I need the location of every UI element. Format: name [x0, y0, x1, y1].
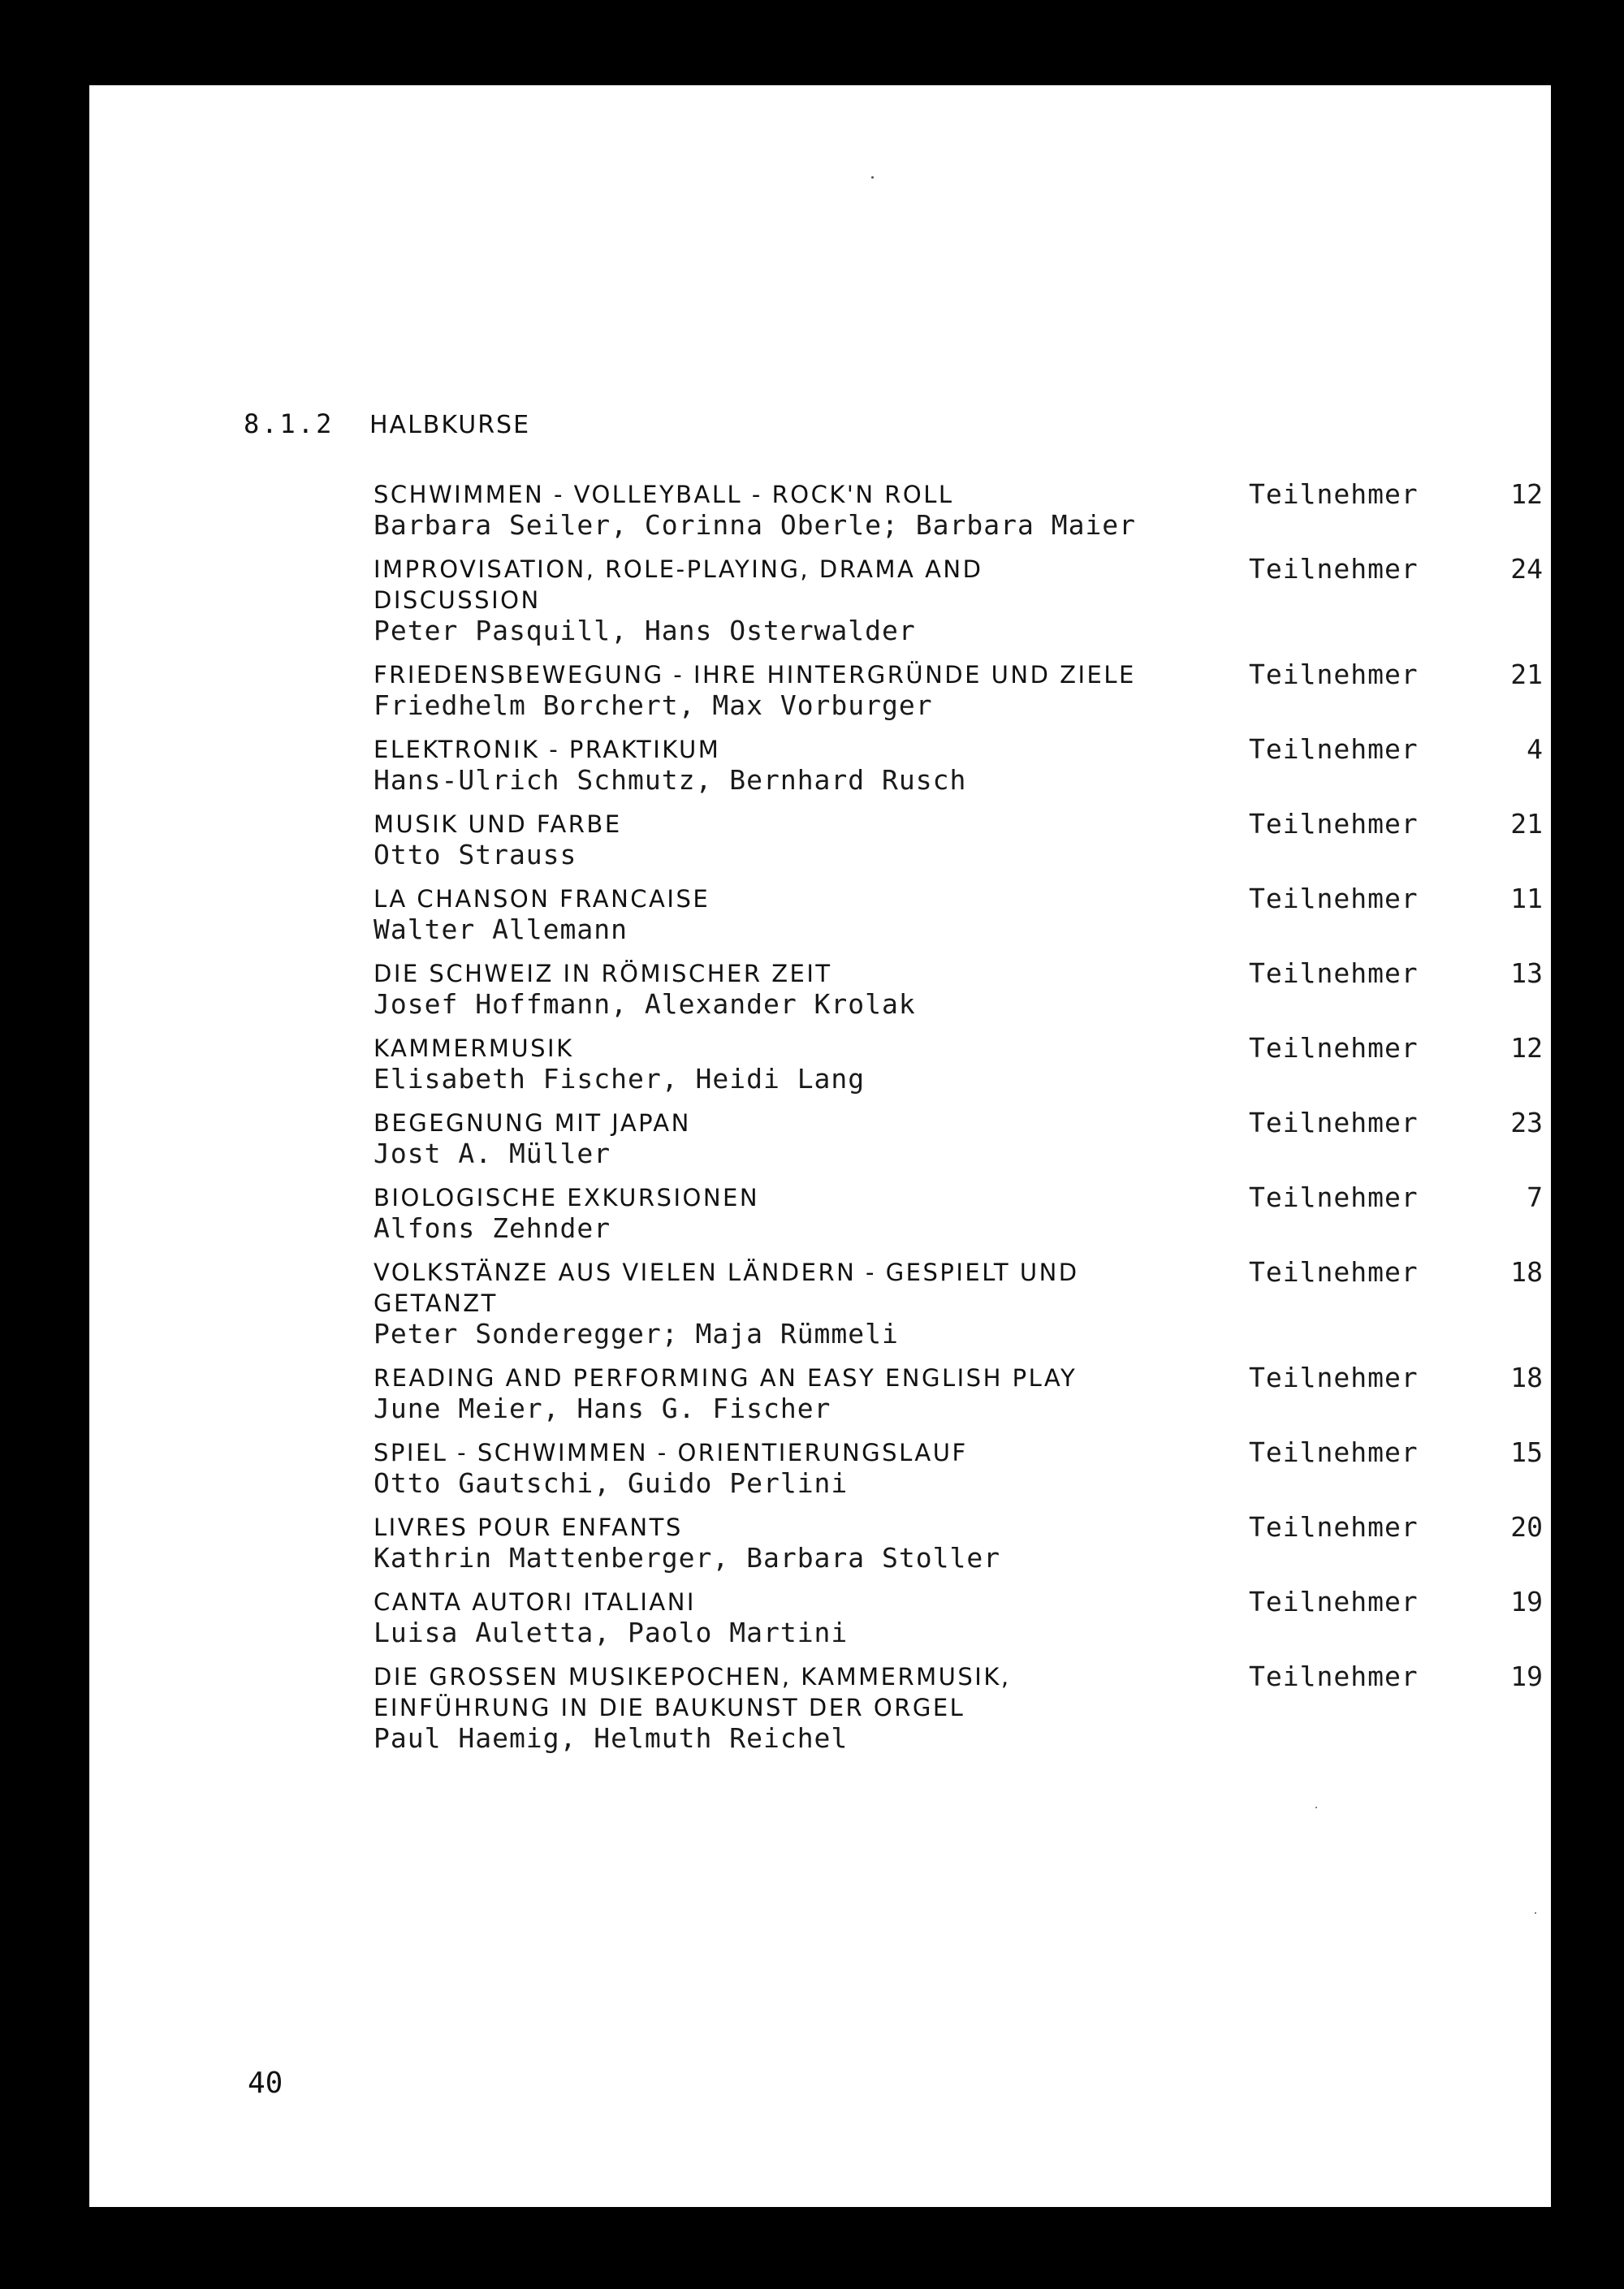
- course-title: SCHWIMMEN - VOLLEYBALL - ROCK'N ROLL: [374, 481, 954, 508]
- participant-label: Teilnehmer: [1249, 1586, 1419, 1617]
- section-heading: [244, 408, 530, 439]
- participant-count: 11: [1510, 883, 1543, 914]
- course-entry: [374, 1182, 1543, 1244]
- participant-info: [1249, 734, 1543, 765]
- course-title: FRIEDENSBEWEGUNG - IHRE HINTERGRÜNDE UND ZIELE: [374, 661, 1136, 689]
- course-leaders: Barbara Seiler, Corinna Oberle; Barbara Maier: [374, 509, 1137, 541]
- participant-info: [1249, 1512, 1543, 1543]
- participant-label: Teilnehmer: [1249, 1256, 1419, 1288]
- participant-info: [1249, 1182, 1543, 1213]
- participant-label: Teilnehmer: [1249, 1362, 1419, 1393]
- course-leaders: Hans-Ulrich Schmutz, Bernhard Rusch: [374, 764, 967, 796]
- participant-label: Teilnehmer: [1249, 478, 1419, 510]
- paper-speck: [871, 176, 874, 179]
- participant-count: 21: [1510, 808, 1543, 840]
- participant-count: 7: [1527, 1181, 1543, 1213]
- course-leaders: Walter Allemann: [374, 913, 628, 945]
- course-leaders: Paul Haemig, Helmuth Reichel: [374, 1722, 849, 1754]
- participant-info: [1249, 479, 1543, 510]
- participant-label: Teilnehmer: [1249, 1436, 1419, 1468]
- course-entry: [374, 1363, 1543, 1424]
- course-entry: [374, 659, 1543, 721]
- participant-label: Teilnehmer: [1249, 659, 1419, 690]
- document-page: [89, 85, 1551, 2207]
- course-title: READING AND PERFORMING AN EASY ENGLISH PLAY: [374, 1364, 1078, 1392]
- participant-count: 19: [1510, 1586, 1543, 1617]
- course-entry: [374, 1257, 1543, 1350]
- participant-count: 18: [1510, 1362, 1543, 1393]
- course-entry: [374, 554, 1543, 646]
- course-title: BEGEGNUNG MIT JAPAN: [374, 1109, 691, 1137]
- participant-info: [1249, 958, 1543, 989]
- participant-label: Teilnehmer: [1249, 883, 1419, 914]
- course-leaders: Josef Hoffmann, Alexander Krolak: [374, 988, 916, 1020]
- course-entry: [374, 809, 1543, 870]
- participant-count: 13: [1510, 957, 1543, 989]
- participant-label: Teilnehmer: [1249, 1032, 1419, 1064]
- participant-info: [1249, 1661, 1543, 1692]
- course-entry: [374, 1661, 1543, 1754]
- course-entry: [374, 883, 1543, 945]
- participant-label: Teilnehmer: [1249, 553, 1419, 585]
- participant-label: Teilnehmer: [1249, 957, 1419, 989]
- participant-label: Teilnehmer: [1249, 733, 1419, 765]
- course-title: LA CHANSON FRANCAISE: [374, 885, 710, 913]
- participant-info: [1249, 1363, 1543, 1393]
- participant-count: 12: [1510, 1032, 1543, 1064]
- participant-info: [1249, 1108, 1543, 1138]
- course-leaders: Jost A. Müller: [374, 1138, 611, 1169]
- participant-count: 12: [1510, 478, 1543, 510]
- participant-info: [1249, 1437, 1543, 1468]
- course-leaders: Peter Sonderegger; Maja Rümmeli: [374, 1318, 899, 1350]
- course-title: IMPROVISATION, ROLE-PLAYING, DRAMA AND DISCUSSION: [374, 555, 983, 614]
- paper-speck: [1535, 1912, 1536, 1914]
- course-leaders: Kathrin Mattenberger, Barbara Stoller: [374, 1542, 1001, 1574]
- participant-count: 24: [1510, 553, 1543, 585]
- course-leaders: Otto Gautschi, Guido Perlini: [374, 1467, 849, 1499]
- section-title: HALBKURSE: [369, 411, 531, 439]
- course-entry: [374, 1512, 1543, 1574]
- participant-count: 19: [1510, 1661, 1543, 1692]
- participant-label: Teilnehmer: [1249, 808, 1419, 840]
- course-title: MUSIK UND FARBE: [374, 810, 622, 838]
- course-entry: [374, 479, 1543, 541]
- participant-count: 21: [1510, 659, 1543, 690]
- course-title: VOLKSTÄNZE AUS VIELEN LÄNDERN - GESPIELT UND GETANZT: [374, 1259, 1079, 1317]
- paper-speck: [1315, 1807, 1317, 1808]
- page-number: 40: [248, 2067, 283, 2100]
- course-title: BIOLOGISCHE EXKURSIONEN: [374, 1184, 760, 1211]
- course-leaders: Alfons Zehnder: [374, 1212, 611, 1244]
- participant-info: [1249, 659, 1543, 690]
- participant-label: Teilnehmer: [1249, 1661, 1419, 1692]
- course-title: KAMMERMUSIK: [374, 1034, 574, 1062]
- course-list: [374, 479, 1543, 1767]
- course-leaders: Peter Pasquill, Hans Osterwalder: [374, 615, 916, 646]
- participant-count: 20: [1510, 1511, 1543, 1543]
- course-entry: [374, 1437, 1543, 1499]
- course-entry: [374, 1033, 1543, 1095]
- participant-info: [1249, 1033, 1543, 1064]
- course-entry: [374, 1108, 1543, 1169]
- course-entry: [374, 1587, 1543, 1648]
- course-leaders: Elisabeth Fischer, Heidi Lang: [374, 1063, 866, 1095]
- course-entry: [374, 958, 1543, 1020]
- course-title: SPIEL - SCHWIMMEN - ORIENTIERUNGSLAUF: [374, 1439, 968, 1466]
- course-entry: [374, 734, 1543, 796]
- course-leaders: Otto Strauss: [374, 839, 577, 870]
- participant-count: 4: [1527, 733, 1543, 765]
- course-leaders: June Meier, Hans G. Fischer: [374, 1393, 831, 1424]
- course-title: DIE GROSSEN MUSIKEPOCHEN, KAMMERMUSIK, EINFÜHRUNG IN DIE BAUKUNST DER ORGEL: [374, 1663, 1011, 1721]
- participant-count: 23: [1510, 1107, 1543, 1138]
- participant-info: [1249, 1257, 1543, 1288]
- participant-label: Teilnehmer: [1249, 1181, 1419, 1213]
- course-title: LIVRES POUR ENFANTS: [374, 1514, 683, 1541]
- participant-count: 18: [1510, 1256, 1543, 1288]
- participant-label: Teilnehmer: [1249, 1511, 1419, 1543]
- course-title: CANTA AUTORI ITALIANI: [374, 1588, 696, 1616]
- participant-info: [1249, 809, 1543, 840]
- course-title: ELEKTRONIK - PRAKTIKUM: [374, 736, 721, 763]
- course-title: DIE SCHWEIZ IN RÖMISCHER ZEIT: [374, 960, 832, 987]
- participant-label: Teilnehmer: [1249, 1107, 1419, 1138]
- section-number: 8.1.2: [244, 408, 335, 439]
- course-leaders: Friedhelm Borchert, Max Vorburger: [374, 689, 933, 721]
- participant-info: [1249, 1587, 1543, 1617]
- course-leaders: Luisa Auletta, Paolo Martini: [374, 1617, 849, 1648]
- participant-info: [1249, 883, 1543, 914]
- participant-count: 15: [1510, 1436, 1543, 1468]
- participant-info: [1249, 554, 1543, 585]
